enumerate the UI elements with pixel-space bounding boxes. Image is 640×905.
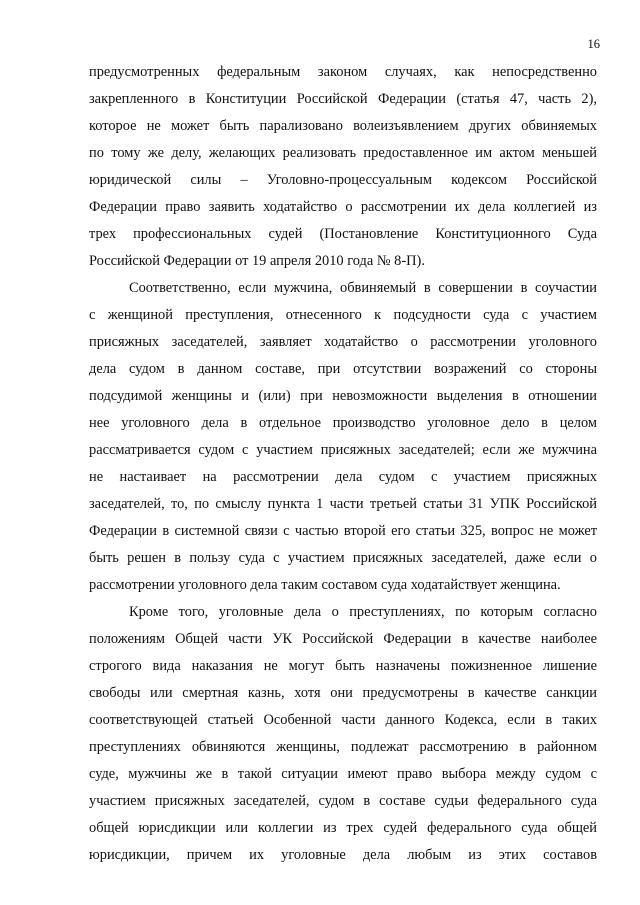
text-line: трех профессиональных судей (Постановление Конституционного Суда — [89, 226, 597, 242]
text-line: предусмотренных федеральным законом случаях, как непосредственно — [89, 64, 597, 80]
text-line: заседателей, то, по смыслу пункта 1 части третьей статьи 31 УПК Российской — [89, 496, 597, 512]
text-line: Российской Федерации от 19 апреля 2010 года № 8-П). — [89, 253, 425, 269]
text-line: общей юрисдикции или коллегии из трех судей федерального суда общей — [89, 820, 597, 836]
text-line: которое не может быть парализовано волеизъявлением других обвиняемых — [89, 118, 597, 134]
page-number: 16 — [587, 37, 600, 51]
text-line: суде, мужчины же в такой ситуации имеют право выбора между судом с — [89, 766, 597, 782]
text-line: Соответственно, если мужчина, обвиняемый в совершении в соучастии — [129, 280, 597, 296]
text-line: закрепленного в Конституции Российской Федерации (статья 47, часть 2), — [89, 91, 597, 107]
text-line: Федерации в системной связи с частью второй его статьи 325, вопрос не может — [89, 523, 597, 539]
text-line: свободы или смертная казнь, хотя они предусмотрены в качестве санкции — [89, 685, 597, 701]
text-line: быть решен в пользу суда с участием присяжных заседателей, даже если о — [89, 550, 597, 566]
text-line: с женщиной преступления, отнесенного к подсудности суда с участием — [89, 307, 597, 323]
text-line: присяжных заседателей, заявляет ходатайство о рассмотрении уголовного — [89, 334, 597, 350]
text-line: юридической силы – Уголовно-процессуальным кодексом Российской — [89, 172, 597, 188]
text-line: не настаивает на рассмотрении дела судом с участием присяжных — [89, 469, 597, 485]
text-line: рассматривается судом с участием присяжных заседателей; если же мужчина — [89, 442, 597, 458]
text-line: Кроме того, уголовные дела о преступлениях, по которым согласно — [129, 604, 597, 620]
text-line: соответствующей статьей Особенной части данного Кодекса, если в таких — [89, 712, 597, 728]
text-line: рассмотрении уголовного дела таким составом суда ходатайствует женщина. — [89, 577, 561, 593]
text-line: участием присяжных заседателей, судом в составе судьи федерального суда — [89, 793, 597, 809]
text-line: преступлениях обвиняются женщины, подлежат рассмотрению в районном — [89, 739, 597, 755]
text-line: по тому же делу, желающих реализовать предоставленное им актом меньшей — [89, 145, 597, 161]
text-line: дела судом в данном составе, при отсутствии возражений со стороны — [89, 361, 597, 377]
text-line: юрисдикции, причем их уголовные дела любым из этих составов — [89, 847, 597, 863]
text-line: положениям Общей части УК Российской Федерации в качестве наиболее — [89, 631, 597, 647]
text-line: Федерации право заявить ходатайство о рассмотрении их дела коллегией из — [89, 199, 597, 215]
text-line: строгого вида наказания не могут быть назначены пожизненное лишение — [89, 658, 597, 674]
text-line: подсудимой женщины и (или) при невозможности выделения в отношении — [89, 388, 597, 404]
document-body — [89, 59, 597, 869]
text-line: нее уголовного дела в отдельное производство уголовное дело в целом — [89, 415, 597, 431]
